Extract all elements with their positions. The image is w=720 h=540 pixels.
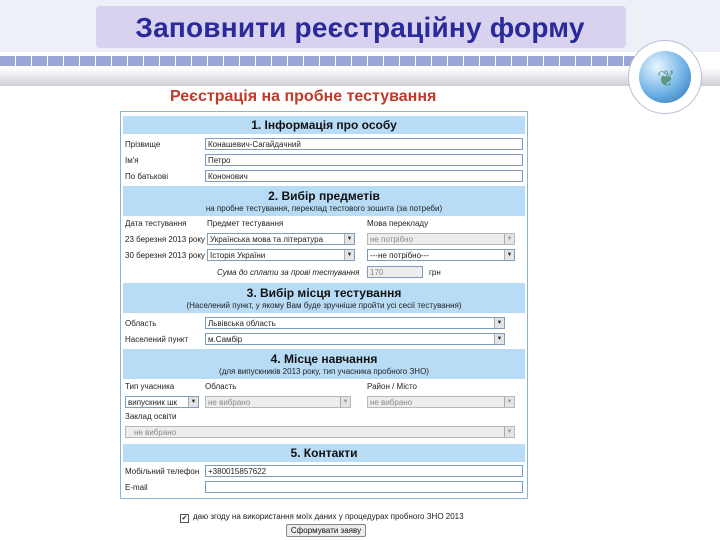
test-date-1: 23 березня 2013 року [125, 235, 205, 244]
consent-checkbox[interactable]: ✔ [181, 515, 188, 522]
section-4-subtitle: (для випускників 2013 року, тип учасника пробного ЗНО) [219, 367, 429, 376]
consent-label: даю згоду на використання моїх даних у процедурах пробного ЗНО 2013 [193, 512, 464, 521]
subjects-header-row [123, 218, 525, 230]
chevron-down-icon: ▼ [340, 397, 350, 407]
study-region-label: Область [205, 382, 237, 391]
surname-row [123, 137, 525, 152]
chevron-down-icon: ▼ [494, 318, 504, 328]
participant-type-value: випускник шк [128, 398, 177, 407]
slide-title: Заповнити реєстраційну форму [135, 12, 585, 43]
submit-button[interactable]: Сформувати заяву [286, 524, 366, 537]
study-district-label: Район / Місто [367, 382, 417, 391]
section-1-header [123, 116, 525, 134]
study-select-row [123, 395, 525, 410]
form-heading: Реєстрація на пробне тестування [170, 88, 437, 105]
sum-row [123, 265, 525, 280]
name-row [123, 153, 525, 168]
phone-label: Мобільний телефон [125, 467, 200, 476]
translation-select-2[interactable] [367, 249, 515, 261]
phone-input[interactable]: +380015857622 [205, 465, 523, 477]
email-row [123, 480, 525, 495]
school-label: Заклад освіти [125, 412, 177, 421]
test-city-value: м.Самбір [208, 335, 243, 344]
subject-row-2 [123, 248, 525, 263]
test-region-row [123, 316, 525, 331]
chevron-down-icon: ▼ [504, 234, 514, 244]
school-select-row [123, 425, 525, 440]
section-5-header [123, 444, 525, 462]
chevron-down-icon: ▼ [344, 250, 354, 260]
header-rule [0, 68, 720, 86]
section-3-subtitle: (Населений пункт, у якому Вам буде зручніше пройти усі сесії тестування) [186, 301, 462, 310]
email-label: E-mail [125, 483, 148, 492]
school-select[interactable] [125, 426, 515, 438]
chevron-down-icon: ▼ [188, 397, 198, 407]
sum-value: 170 [367, 266, 423, 278]
subject-select-2-value: Історія України [210, 251, 266, 260]
test-region-label: Область [125, 319, 157, 328]
surname-label: Прізвище [125, 140, 161, 149]
translation-select-1[interactable] [367, 233, 515, 245]
participant-type-select[interactable] [125, 396, 199, 408]
school-label-row [123, 411, 525, 423]
test-city-select[interactable] [205, 333, 505, 345]
chevron-down-icon: ▼ [494, 334, 504, 344]
translation-select-2-value: ---не потрібно--- [370, 251, 430, 260]
test-region-value: Львівська область [208, 319, 276, 328]
school-value: не вибрано [134, 428, 177, 437]
study-region-value: не вибрано [208, 398, 251, 407]
chevron-down-icon: ▼ [504, 397, 514, 407]
section-3-header [123, 283, 525, 313]
name-label: Ім'я [125, 156, 139, 165]
registration-form [120, 111, 528, 499]
section-5-title: 5. Контакти [290, 446, 358, 460]
sum-label: Сума до сплати за прові тестування [217, 268, 360, 277]
test-city-label: Населений пункт [125, 335, 189, 344]
patronymic-input[interactable]: Кононович [205, 170, 523, 182]
subject-select-1[interactable] [207, 233, 355, 245]
section-2-subtitle: на пробне тестування, переклад тестового зошита (за потреби) [205, 204, 443, 213]
col-subject-label: Предмет тестування [207, 219, 284, 228]
chevron-down-icon: ▼ [344, 234, 354, 244]
chevron-down-icon: ▼ [504, 427, 514, 437]
col-translation-label: Мова перекладу [367, 219, 429, 228]
chevron-down-icon: ▼ [504, 250, 514, 260]
section-1-title: 1. Інформація про особу [251, 118, 397, 132]
study-district-select[interactable] [367, 396, 515, 408]
name-input[interactable]: Петро [205, 154, 523, 166]
section-4-header [123, 349, 525, 379]
section-3-title: 3. Вибір місця тестування [246, 286, 402, 300]
test-region-select[interactable] [205, 317, 505, 329]
currency-label: грн [429, 268, 441, 277]
test-city-row [123, 332, 525, 347]
section-2-header [123, 186, 525, 216]
email-input[interactable] [205, 481, 523, 493]
study-region-select[interactable] [205, 396, 351, 408]
col-date-label: Дата тестування [125, 219, 187, 228]
patronymic-row [123, 169, 525, 184]
surname-input[interactable]: Конашевич-Сагайдачний [205, 138, 523, 150]
phone-row [123, 464, 525, 479]
section-4-title: 4. Місце навчання [270, 352, 378, 366]
participant-type-label: Тип учасника [125, 382, 175, 391]
translation-select-1-value: не потрібно [370, 235, 414, 244]
section-2-title: 2. Вибір предметів [268, 189, 380, 203]
study-header-row [123, 381, 525, 393]
subject-row-1 [123, 232, 525, 247]
subject-select-1-value: Українська мова та література [210, 235, 324, 244]
globe-icon: ❦ [628, 40, 702, 114]
test-date-2: 30 березня 2013 року [125, 251, 205, 260]
consent-row [180, 512, 464, 523]
decorative-strip [0, 56, 640, 66]
subject-select-2[interactable] [207, 249, 355, 261]
study-district-value: не вибрано [370, 398, 413, 407]
patronymic-label: По батькові [125, 172, 168, 181]
